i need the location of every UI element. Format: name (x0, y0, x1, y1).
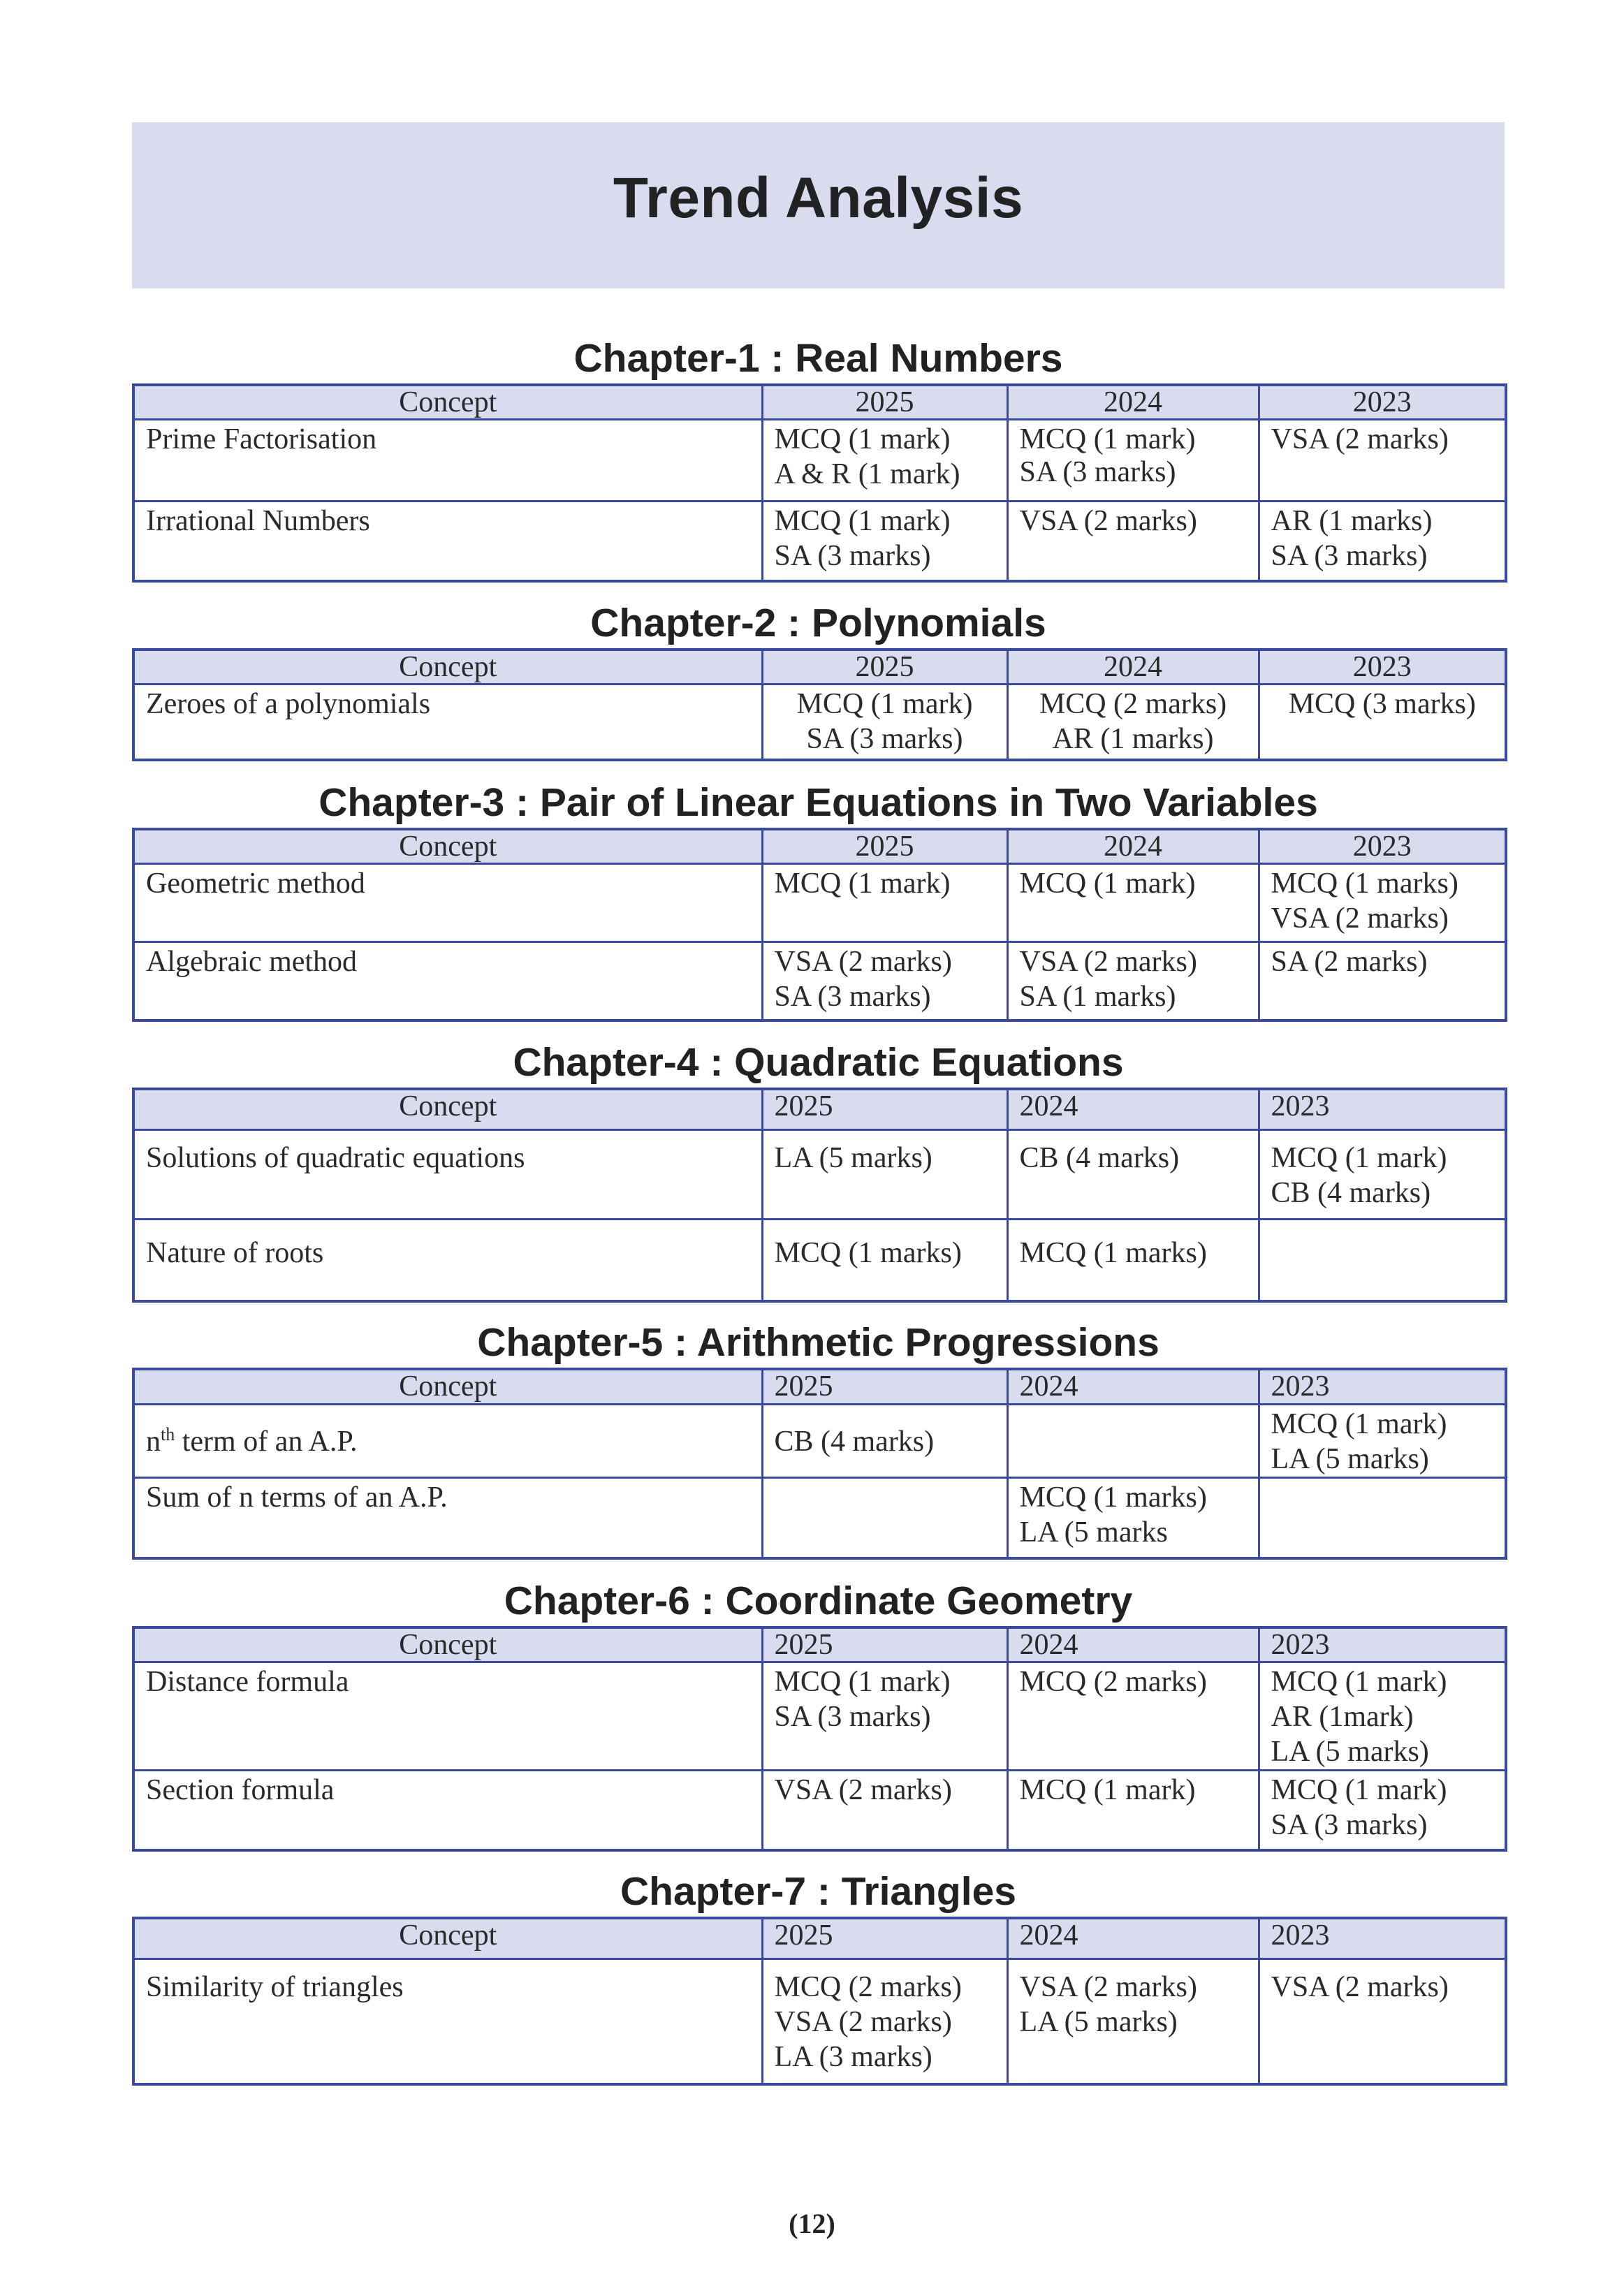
cell-2025: MCQ (1 mark) SA (3 marks) (762, 1662, 1007, 1771)
table-row (133, 942, 1506, 1020)
cell-2025: MCQ (1 marks) (762, 1219, 1007, 1301)
table-header-row (133, 385, 1506, 420)
cell-2023: MCQ (1 mark) SA (3 marks) (1259, 1771, 1506, 1850)
cell-2025: VSA (2 marks) SA (3 marks) (762, 942, 1007, 1020)
cell-2024: MCQ (1 mark) SA (3 marks) (1007, 420, 1259, 502)
header-2024: 2024 (1007, 1369, 1259, 1404)
header-concept: Concept (133, 1369, 762, 1404)
table-row (133, 1477, 1506, 1558)
chapter-1-section (132, 333, 1505, 583)
header-concept: Concept (133, 1089, 762, 1129)
cell-2024: MCQ (1 mark) (1007, 864, 1259, 942)
table-row (133, 1959, 1506, 2084)
cell-2025: MCQ (1 mark) SA (3 marks) (762, 685, 1007, 760)
table-row (133, 1771, 1506, 1850)
trend-table (132, 648, 1507, 761)
table-row (133, 502, 1506, 581)
chapter-title: Chapter-3 : Pair of Linear Equations in Two Variables (319, 780, 1318, 825)
table-row (133, 1129, 1506, 1219)
table-row (133, 1662, 1506, 1771)
header-2025: 2025 (762, 1369, 1007, 1404)
header-2024: 2024 (1007, 829, 1259, 864)
header-2023: 2023 (1259, 1627, 1506, 1662)
header-2023: 2023 (1259, 829, 1506, 864)
title-banner (132, 122, 1505, 288)
chapter-4-section (132, 1037, 1505, 1303)
concept-cell: Geometric method (133, 864, 762, 942)
cell-2024: VSA (2 marks) LA (5 marks) (1007, 1959, 1259, 2084)
header-2024: 2024 (1007, 650, 1259, 685)
trend-table (132, 1368, 1507, 1560)
trend-table (132, 1917, 1507, 2086)
table-header-row (133, 1089, 1506, 1129)
cell-2025: MCQ (1 mark) SA (3 marks) (762, 502, 1007, 581)
concept-cell: Section formula (133, 1771, 762, 1850)
chapter-5-section (132, 1317, 1505, 1560)
cell-2024: MCQ (2 marks) (1007, 1662, 1259, 1771)
chapter-6-section (132, 1576, 1505, 1852)
trend-table (132, 828, 1507, 1022)
cell-2024: VSA (2 marks) SA (1 marks) (1007, 942, 1259, 1020)
concept-cell: Distance formula (133, 1662, 762, 1771)
page-title: Trend Analysis (613, 166, 1024, 230)
cell-2023: VSA (2 marks) (1259, 1959, 1506, 2084)
header-concept: Concept (133, 1918, 762, 1959)
concept-cell: Nature of roots (133, 1219, 762, 1301)
cell-2024 (1007, 1404, 1259, 1477)
cell-2023: MCQ (1 marks) VSA (2 marks) (1259, 864, 1506, 942)
cell-2023: MCQ (1 mark) AR (1mark) LA (5 marks) (1259, 1662, 1506, 1771)
header-2023: 2023 (1259, 1918, 1506, 1959)
cell-2025: MCQ (1 mark) (762, 864, 1007, 942)
cell-2024: MCQ (1 marks) (1007, 1219, 1259, 1301)
cell-2025: LA (5 marks) (762, 1129, 1007, 1219)
trend-table (132, 383, 1507, 583)
table-header-row (133, 1918, 1506, 1959)
cell-2025: MCQ (1 mark) A & R (1 mark) (762, 420, 1007, 502)
concept-cell: Zeroes of a polynomials (133, 685, 762, 760)
cell-2025 (762, 1477, 1007, 1558)
header-2025: 2025 (762, 1918, 1007, 1959)
chapter-title: Chapter-7 : Triangles (620, 1869, 1016, 1914)
header-2025: 2025 (762, 829, 1007, 864)
cell-2024: MCQ (1 marks) LA (5 marks (1007, 1477, 1259, 1558)
header-2023: 2023 (1259, 650, 1506, 685)
table-row (133, 1404, 1506, 1477)
header-2023: 2023 (1259, 1089, 1506, 1129)
table-row (133, 864, 1506, 942)
cell-2025: CB (4 marks) (762, 1404, 1007, 1477)
header-2024: 2024 (1007, 1089, 1259, 1129)
cell-2024: MCQ (2 marks) AR (1 marks) (1007, 685, 1259, 760)
header-2025: 2025 (762, 1627, 1007, 1662)
table-row (133, 420, 1506, 502)
cell-2023: MCQ (3 marks) (1259, 685, 1506, 760)
chapter-title: Chapter-5 : Arithmetic Progressions (477, 1320, 1160, 1365)
trend-table (132, 1626, 1507, 1852)
cell-2023: SA (2 marks) (1259, 942, 1506, 1020)
concept-cell: Similarity of triangles (133, 1959, 762, 2084)
page-number: (12) (789, 2208, 835, 2239)
concept-cell: Irrational Numbers (133, 502, 762, 581)
cell-2023 (1259, 1219, 1506, 1301)
chapter-7-section (132, 1866, 1505, 2086)
cell-2023 (1259, 1477, 1506, 1558)
cell-2025: VSA (2 marks) (762, 1771, 1007, 1850)
chapter-title: Chapter-4 : Quadratic Equations (513, 1040, 1124, 1085)
concept-cell: Prime Factorisation (133, 420, 762, 502)
header-concept: Concept (133, 1627, 762, 1662)
header-2025: 2025 (762, 650, 1007, 685)
cell-2024: VSA (2 marks) (1007, 502, 1259, 581)
trend-table (132, 1088, 1507, 1303)
table-row (133, 685, 1506, 760)
cell-2023: MCQ (1 mark) CB (4 marks) (1259, 1129, 1506, 1219)
cell-2025: MCQ (2 marks) VSA (2 marks) LA (3 marks) (762, 1959, 1007, 2084)
header-2025: 2025 (762, 385, 1007, 420)
table-header-row (133, 1627, 1506, 1662)
header-2024: 2024 (1007, 1918, 1259, 1959)
table-header-row (133, 1369, 1506, 1404)
concept-cell: Algebraic method (133, 942, 762, 1020)
header-2024: 2024 (1007, 385, 1259, 420)
table-header-row (133, 829, 1506, 864)
cell-2023: VSA (2 marks) (1259, 420, 1506, 502)
chapter-2-section (132, 598, 1505, 761)
concept-cell: Sum of n terms of an A.P. (133, 1477, 762, 1558)
chapter-3-section (132, 777, 1505, 1022)
header-concept: Concept (133, 385, 762, 420)
chapter-title: Chapter-6 : Coordinate Geometry (504, 1579, 1133, 1623)
header-2024: 2024 (1007, 1627, 1259, 1662)
header-2023: 2023 (1259, 385, 1506, 420)
cell-2023: AR (1 marks) SA (3 marks) (1259, 502, 1506, 581)
cell-2024: CB (4 marks) (1007, 1129, 1259, 1219)
chapter-title: Chapter-1 : Real Numbers (573, 336, 1063, 381)
cell-2023: MCQ (1 mark) LA (5 marks) (1259, 1404, 1506, 1477)
header-2025: 2025 (762, 1089, 1007, 1129)
table-row (133, 1219, 1506, 1301)
concept-cell: Solutions of quadratic equations (133, 1129, 762, 1219)
header-concept: Concept (133, 829, 762, 864)
header-2023: 2023 (1259, 1369, 1506, 1404)
chapter-title: Chapter-2 : Polynomials (590, 601, 1046, 645)
concept-cell: $n^{th}$ term of an A.P. (133, 1404, 762, 1477)
cell-2024: MCQ (1 mark) (1007, 1771, 1259, 1850)
table-header-row (133, 650, 1506, 685)
header-concept: Concept (133, 650, 762, 685)
